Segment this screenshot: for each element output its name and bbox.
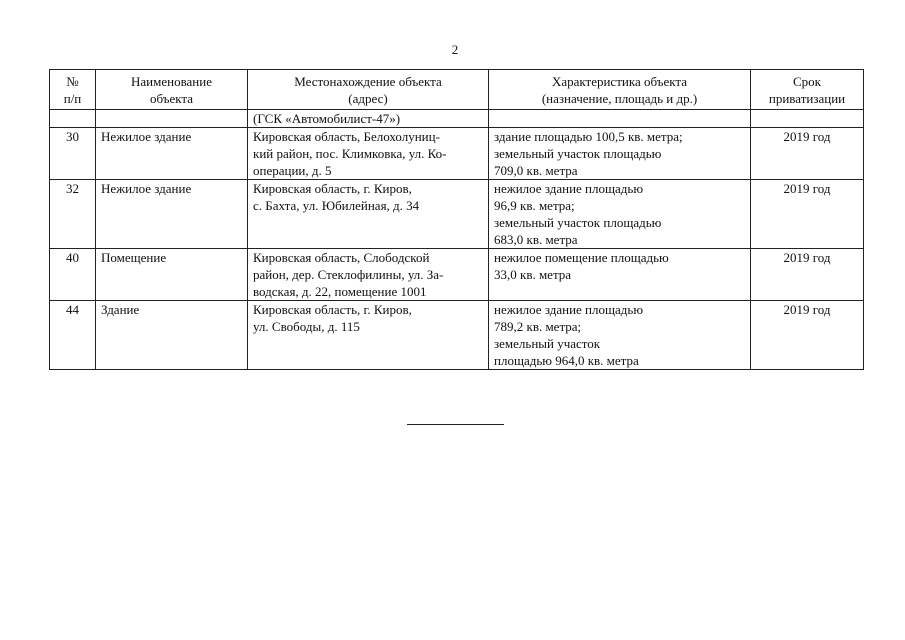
characteristic-line: 96,9 кв. метра; [494,198,575,213]
characteristic-line: земельный участок площадью [494,215,662,230]
header-address-line: Местонахождение объекта [294,74,442,89]
header-row [50,70,864,110]
header-term-line: Срок [793,74,821,89]
address-line: ул. Свободы, д. 115 [253,319,360,334]
address-line: водская, д. 22, помещение 1001 [253,284,427,299]
object-name: Помещение [96,249,248,301]
address-line: кий район, пос. Климковка, ул. Ко- [253,146,447,161]
characteristic-line: нежилое здание площадью [494,302,644,317]
characteristic-line: земельный участок [494,336,601,351]
table-cell [489,110,751,128]
object-characteristic [489,128,751,180]
header-name-line: объекта [149,91,194,106]
object-address [248,249,489,301]
end-of-document-rule [407,424,504,425]
header-num-line: п/п [63,91,82,106]
header-term-line: приватизации [768,91,846,106]
page-number: 2 [451,42,459,57]
header-term [751,70,864,110]
table-body [50,110,864,370]
table-header [50,70,864,110]
table-cell [96,110,248,128]
header-characteristic-line: Характеристика объекта [551,74,688,89]
header-name-line: Наименование [131,74,212,89]
object-characteristic [489,180,751,249]
address-line: район, дер. Стеклофилины, ул. За- [253,267,444,282]
privatization-term: 2019 год [751,249,864,301]
address-line: Кировская область, г. Киров, [253,302,412,317]
header-characteristic [489,70,751,110]
address-line: Кировская область, Слободской [253,250,430,265]
characteristic-line: площадью 964,0 кв. метра [494,353,639,368]
privatization-table [49,69,864,370]
header-characteristic-line: (назначение, площадь и др.) [541,91,698,106]
privatization-term: 2019 год [751,128,864,180]
header-address [248,70,489,110]
address-line: Кировская область, г. Киров, [253,181,412,196]
characteristic-line: нежилое здание площадью [494,181,644,196]
characteristic-line: 789,2 кв. метра; [494,319,582,334]
characteristic-line: здание площадью 100,5 кв. метра; [494,129,683,144]
table-row [50,301,864,370]
table-cell-address [248,110,489,128]
table-row [50,180,864,249]
privatization-term: 2019 год [751,301,864,370]
table-cell [751,110,864,128]
address-line: операции, д. 5 [253,163,332,178]
row-number: 32 [50,180,96,249]
header-num [50,70,96,110]
table-row [50,249,864,301]
object-address [248,128,489,180]
header-num-line: № [66,74,79,89]
object-characteristic [489,249,751,301]
header-address-line: (адрес) [348,91,388,106]
characteristic-line: земельный участок площадью [494,146,662,161]
address-line: (ГСК «Автомобилист-47») [253,111,401,126]
address-line: Кировская область, Белохолуниц- [253,129,440,144]
object-characteristic [489,301,751,370]
header-name [96,70,248,110]
characteristic-line: 683,0 кв. метра [494,232,578,247]
characteristic-line: 33,0 кв. метра [494,267,572,282]
continuation-row [50,110,864,128]
object-address [248,301,489,370]
object-name: Нежилое здание [96,180,248,249]
table-cell [50,110,96,128]
address-line: с. Бахта, ул. Юбилейная, д. 34 [253,198,420,213]
object-name: Здание [96,301,248,370]
table-row [50,128,864,180]
privatization-term: 2019 год [751,180,864,249]
row-number: 44 [50,301,96,370]
row-number: 40 [50,249,96,301]
object-name: Нежилое здание [96,128,248,180]
characteristic-line: нежилое помещение площадью [494,250,669,265]
row-number: 30 [50,128,96,180]
object-address [248,180,489,249]
characteristic-line: 709,0 кв. метра [494,163,578,178]
